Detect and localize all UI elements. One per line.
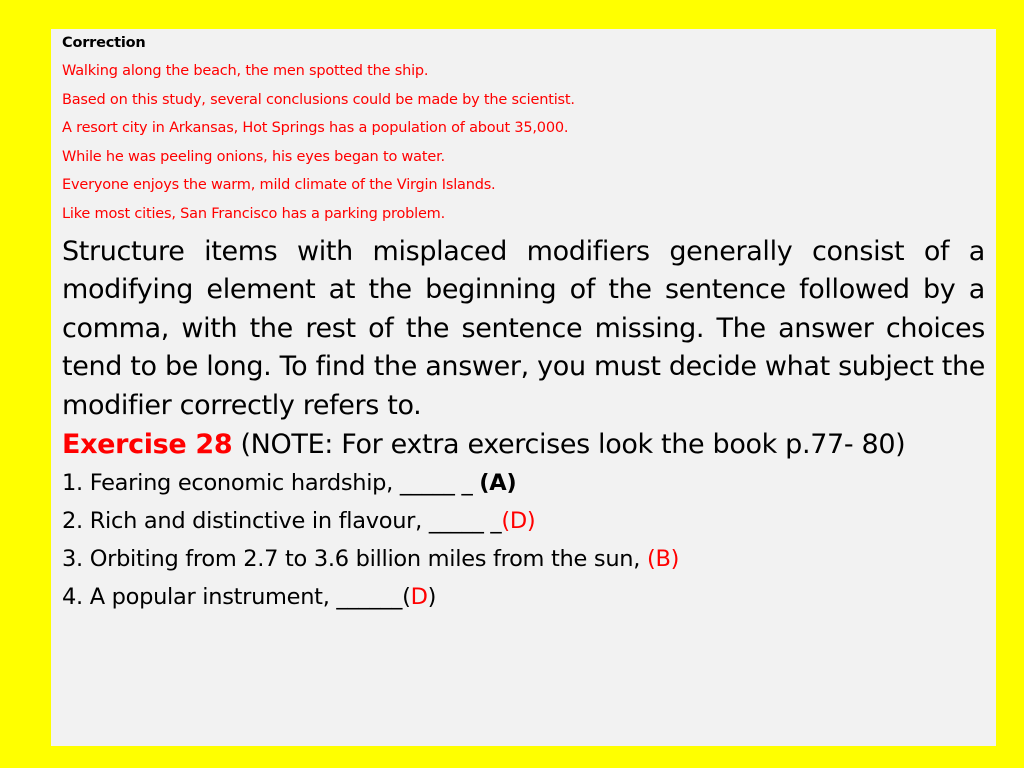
exercise-item-3 xyxy=(62,540,985,578)
correction-heading: Correction xyxy=(62,35,146,51)
item-answer-open-paren: ( xyxy=(402,584,411,611)
item-text: 4. A popular instrument, ______ xyxy=(62,584,403,611)
item-answer: (A) xyxy=(479,470,517,497)
item-answer-close-paren: ) xyxy=(526,508,536,535)
item-answer-open-paren: ( xyxy=(646,546,656,573)
correction-line-5: Everyone enjoys the warm, mild climate of the Virgin Islands. xyxy=(62,177,496,194)
item-text: 1. Fearing economic hardship, _____ _ xyxy=(62,470,480,497)
slide-content xyxy=(62,29,985,616)
exercise-note: (NOTE: For extra exercises look the book p.77- 80) xyxy=(232,429,906,461)
exercise-item-2 xyxy=(62,502,985,540)
item-text: 3. Orbiting from 2.7 to 3.6 billion miles from the sun, xyxy=(62,546,647,573)
correction-line-1: Walking along the beach, the men spotted the ship. xyxy=(62,63,429,79)
explanation-paragraph: Structure items with misplaced modifiers generally consist of a modifying element at the beginning of the sentence followed by a comma, with the rest of the sentence missing. The answer choices tend to be long. To find the answer, you must decide what subject the modifier correctly refers to. xyxy=(62,235,985,421)
correction-line-6: Like most cities, San Francisco has a parking problem. xyxy=(62,205,446,222)
item-answer-close-paren: ) xyxy=(427,584,437,611)
correction-line-3: A resort city in Arkansas, Hot Springs has a population of about 35,000. xyxy=(62,120,569,137)
exercise-item-1 xyxy=(62,464,985,502)
item-text: 2. Rich and distinctive in flavour, _____ _ xyxy=(62,508,502,535)
item-answer: B xyxy=(655,546,671,573)
slide-panel xyxy=(51,29,996,746)
item-answer: D xyxy=(410,584,428,611)
exercise-item-4 xyxy=(62,578,985,616)
correction-line-4: While he was peeling onions, his eyes began to water. xyxy=(62,148,445,165)
item-answer-open-paren: ( xyxy=(501,508,510,535)
correction-line-2: Based on this study, several conclusions could be made by the scientist. xyxy=(62,91,575,108)
exercise-heading xyxy=(62,425,985,464)
item-answer: D xyxy=(509,508,527,535)
exercise-label: Exercise 28 xyxy=(62,429,233,461)
item-answer-close-paren: ) xyxy=(670,546,680,573)
